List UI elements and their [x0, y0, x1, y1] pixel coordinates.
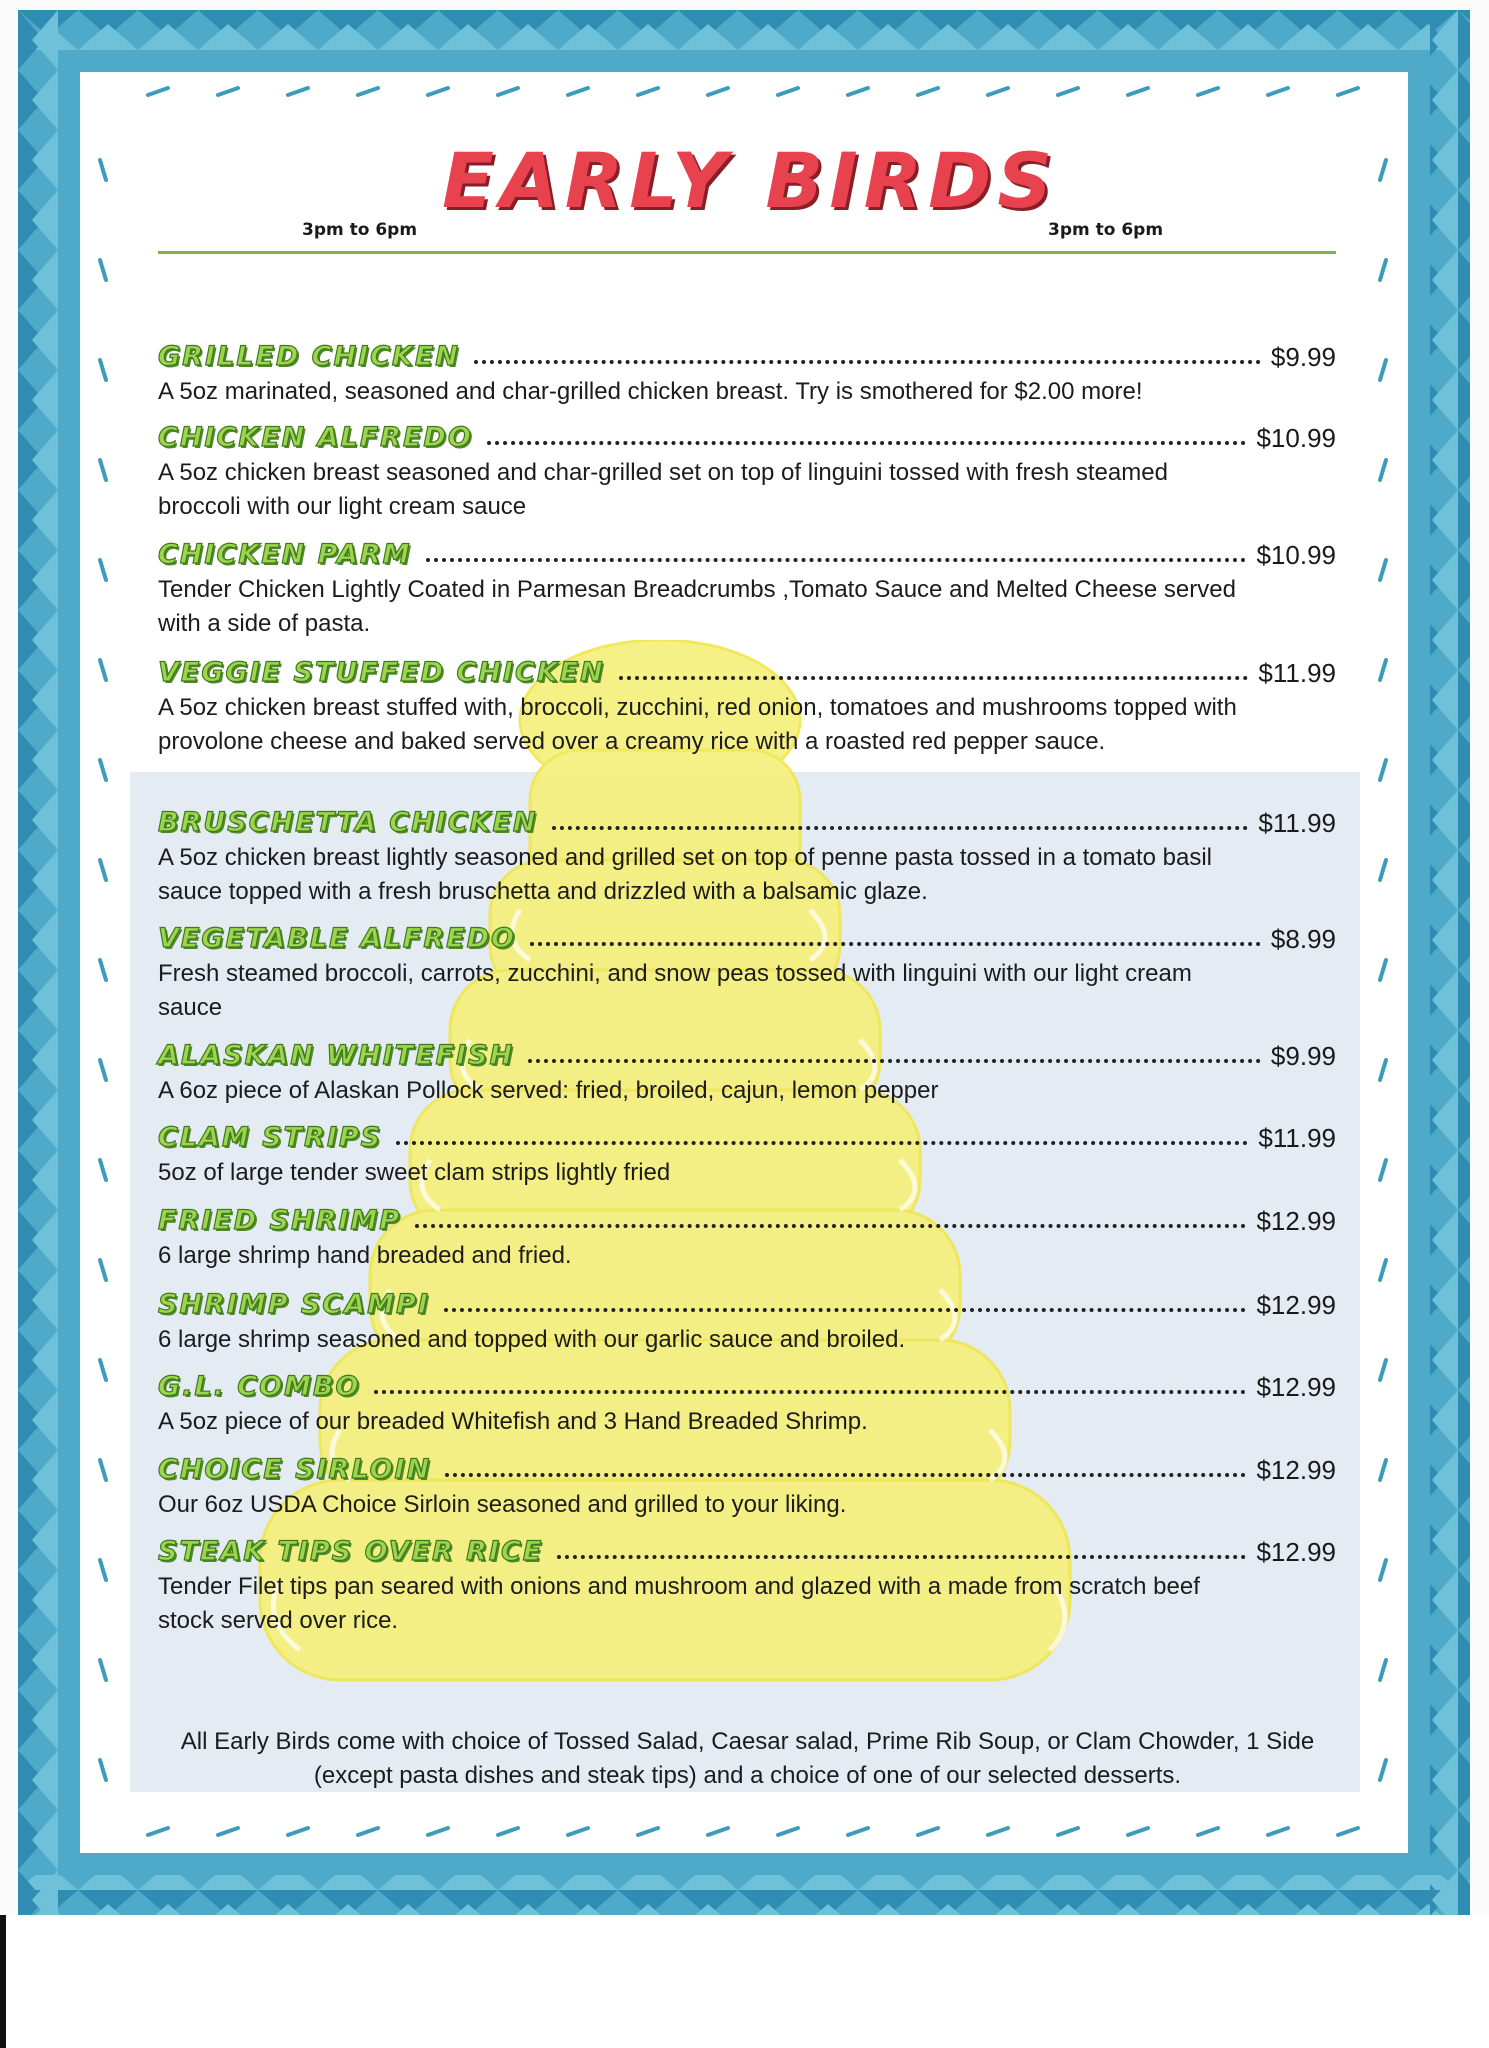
menu-item-header — [158, 1443, 1336, 1483]
menu-item-name: BRUSCHETTA CHICKEN — [158, 807, 538, 838]
dot-leader — [445, 1473, 1246, 1477]
menu-item-header — [158, 796, 1336, 836]
menu-item-description: 6 large shrimp hand breaded and fried. — [158, 1242, 572, 1269]
menu-item-header — [158, 1111, 1336, 1151]
dot-leader — [530, 942, 1261, 946]
menu-item-name: VEGGIE STUFFED CHICKEN — [158, 657, 605, 688]
dot-leader — [552, 826, 1249, 830]
menu-item-description: A 5oz chicken breast stuffed with, broccoli, zucchini, red onion, tomatoes and mushrooms topped with provolone cheese and baked served over a creamy rice with a roasted red pepper sauce. — [158, 694, 1237, 755]
menu-item-price: $9.99 — [1270, 1041, 1336, 1071]
menu-item — [158, 1111, 1336, 1190]
menu-item-price: $11.99 — [1258, 1123, 1336, 1153]
dot-leader — [619, 676, 1249, 680]
dot-leader — [557, 1555, 1246, 1559]
dot-leader — [396, 1141, 1248, 1145]
menu-item-header — [158, 1029, 1336, 1069]
menu-item-price: $12.99 — [1256, 1537, 1336, 1567]
menu-item-description: 6 large shrimp seasoned and topped with our garlic sauce and broiled. — [158, 1326, 906, 1353]
menu-item — [158, 1443, 1336, 1522]
menu-item-description: A 5oz piece of our breaded Whitefish and 3 Hand Breaded Shrimp. — [158, 1408, 868, 1435]
menu-item — [158, 1525, 1336, 1638]
menu-item-name: VEGETABLE ALFREDO — [158, 923, 516, 954]
menu-item — [158, 912, 1336, 1025]
menu-item-price: $12.99 — [1256, 1372, 1336, 1402]
menu-item-header — [158, 330, 1336, 370]
menu-item-name: CHICKEN PARM — [158, 539, 412, 570]
menu-item-name: GRILLED CHICKEN — [158, 341, 460, 372]
menu-item-price: $11.99 — [1258, 808, 1336, 838]
menu-item-name: ALASKAN WHITEFISH — [158, 1040, 515, 1071]
scan-margin — [0, 1915, 1489, 2048]
menu-item-price: $12.99 — [1256, 1290, 1336, 1320]
menu-item-description: Fresh steamed broccoli, carrots, zucchini, and snow peas tossed with linguini with our light cream sauce — [158, 960, 1192, 1021]
menu-item-description: Tender Chicken Lightly Coated in Parmesan Breadcrumbs ,Tomato Sauce and Melted Cheese served with a side of pasta. — [158, 576, 1236, 637]
menu-item-name: STEAK TIPS OVER RICE — [158, 1536, 544, 1567]
menu-item-name: SHRIMP SCAMPI — [158, 1289, 430, 1320]
menu-item-price: $9.99 — [1270, 342, 1336, 372]
menu-item — [158, 330, 1336, 409]
menu-item-description: Tender Filet tips pan seared with onions and mushroom and glazed with a made from scratch beef stock served over rice. — [158, 1573, 1200, 1634]
menu-item-header — [158, 1194, 1336, 1234]
scan-edge — [0, 1915, 6, 2048]
menu-item — [158, 1194, 1336, 1273]
menu-title: EARLY BIRDS — [442, 136, 1058, 225]
menu-item — [158, 796, 1336, 909]
menu-item — [158, 528, 1336, 641]
menu-item-price: $12.99 — [1256, 1455, 1336, 1485]
dot-leader — [528, 1059, 1261, 1063]
menu-item-price: $8.99 — [1270, 924, 1336, 954]
menu-item-description: A 5oz marinated, seasoned and char-grilled chicken breast. Try is smothered for $2.00 more! — [158, 378, 1143, 405]
menu-item-description: A 6oz piece of Alaskan Pollock served: fried, broiled, cajun, lemon pepper — [158, 1077, 939, 1104]
menu-item-header — [158, 646, 1336, 686]
menu-item-description: 5oz of large tender sweet clam strips lightly fried — [158, 1159, 671, 1186]
menu-item-description: Our 6oz USDA Choice Sirloin seasoned and grilled to your liking. — [158, 1491, 847, 1518]
menu-item-name: FRIED SHRIMP — [158, 1205, 402, 1236]
menu-item-description: A 5oz chicken breast lightly seasoned and grilled set on top of penne pasta tossed in a tomato basil sauce topped with a fresh bruschetta and drizzled with a balsamic glaze. — [158, 844, 1213, 905]
menu-item-price: $10.99 — [1256, 540, 1336, 570]
dot-leader — [487, 441, 1247, 445]
dot-leader — [374, 1390, 1246, 1394]
menu-item — [158, 1029, 1336, 1108]
menu-item-price: $12.99 — [1256, 1206, 1336, 1236]
dot-leader — [474, 360, 1261, 364]
title-divider — [158, 251, 1336, 254]
menu-item — [158, 1278, 1336, 1357]
menu-item — [158, 411, 1336, 524]
hours-right: 3pm to 6pm — [1048, 220, 1164, 240]
menu-item-header — [158, 1278, 1336, 1318]
dot-leader — [415, 1224, 1246, 1228]
hours-left: 3pm to 6pm — [302, 220, 418, 240]
menu-item-header — [158, 528, 1336, 568]
dot-leader — [426, 558, 1247, 562]
menu-item-name: CHOICE SIRLOIN — [158, 1454, 432, 1485]
menu-item-header — [158, 411, 1336, 451]
menu-item — [158, 1360, 1336, 1439]
menu-item — [158, 646, 1336, 759]
menu-item-header — [158, 1525, 1336, 1565]
menu-item-price: $10.99 — [1256, 423, 1336, 453]
menu-item-name: CHICKEN ALFREDO — [158, 422, 473, 453]
dot-leader — [444, 1308, 1247, 1312]
footer-note: All Early Birds come with choice of Tossed Salad, Caesar salad, Prime Rib Soup, or Clam Chowder, 1 Side (except pasta dishes and steak tips) and a choice of one of our selected desserts. — [180, 1728, 1315, 1789]
menu-item-header — [158, 1360, 1336, 1400]
menu-item-name: G.L. COMBO — [158, 1371, 361, 1402]
menu-item-name: CLAM STRIPS — [158, 1122, 383, 1153]
menu-item-price: $11.99 — [1258, 658, 1336, 688]
menu-item-header — [158, 912, 1336, 952]
menu-item-description: A 5oz chicken breast seasoned and char-grilled set on top of linguini tossed with fresh steamed broccoli with our light cream sauce — [158, 459, 1168, 520]
